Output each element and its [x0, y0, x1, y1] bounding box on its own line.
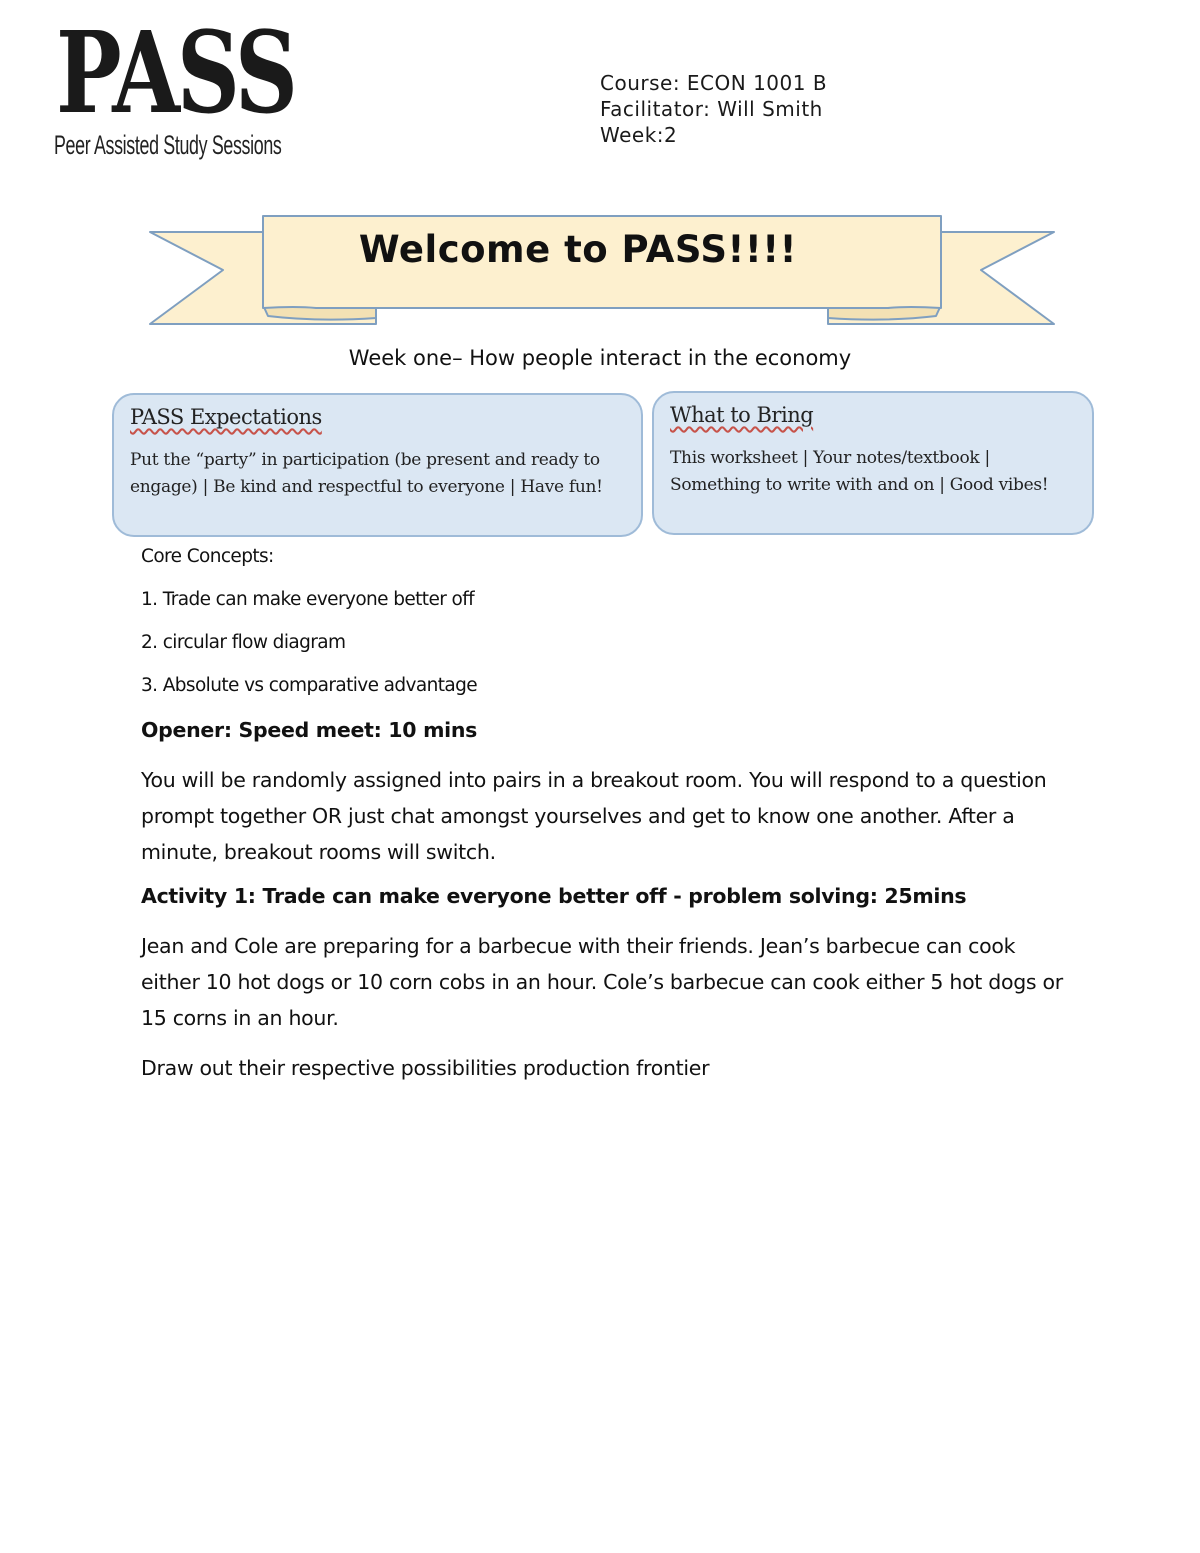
course-label: Course: ECON 1001 B — [600, 71, 828, 95]
week-label: Week:2 — [600, 123, 678, 147]
activity1-heading: Activity 1: Trade can make everyone better off - problem solving: 25mins — [141, 884, 967, 908]
logo-wordmark: PASS — [56, 8, 295, 139]
welcome-banner — [148, 210, 1058, 330]
concept-item: 1. Trade can make everyone better off — [141, 589, 475, 610]
concept-item: 2. circular flow diagram — [141, 632, 346, 653]
pass-logo — [52, 8, 295, 164]
core-concepts-heading: Core Concepts: — [141, 546, 274, 567]
facilitator-label: Facilitator: Will Smith — [600, 97, 823, 121]
expectations-box — [112, 393, 643, 537]
activity1-instruction: Draw out their respective possibilities production frontier — [141, 1056, 710, 1080]
worksheet-content — [141, 546, 1071, 1100]
what-to-bring-box — [652, 391, 1094, 535]
what-to-bring-title: What to Bring — [670, 403, 814, 427]
expectations-body: Put the “party” in participation (be present and ready to engage) | Be kind and respectful to everyone | Have fun! — [130, 450, 603, 497]
course-info — [600, 70, 827, 148]
week-subtitle: Week one– How people interact in the economy — [348, 346, 852, 370]
opener-body: You will be randomly assigned into pairs in a breakout room. You will respond to a question prompt together OR just chat amongst yourselves and get to know one another. After a minute, breakout rooms will switch. — [141, 768, 1047, 864]
logo-tagline: Peer Assisted Study Sessions — [54, 130, 282, 160]
expectations-title: PASS Expectations — [130, 405, 322, 429]
concept-item: 3. Absolute vs comparative advantage — [141, 675, 478, 696]
activity1-body: Jean and Cole are preparing for a barbecue with their friends. Jean’s barbecue can cook either 10 hot dogs or 10 corn cobs in an hour. Cole’s barbecue can cook either 5 hot dogs or 15 corns in an hour. — [141, 934, 1063, 1030]
opener-heading: Opener: Speed meet: 10 mins — [141, 718, 478, 742]
what-to-bring-body: This worksheet | Your notes/textbook | Something to write with and on | Good vibes! — [670, 448, 1049, 495]
banner-title: Welcome to PASS!!!! — [358, 228, 798, 271]
